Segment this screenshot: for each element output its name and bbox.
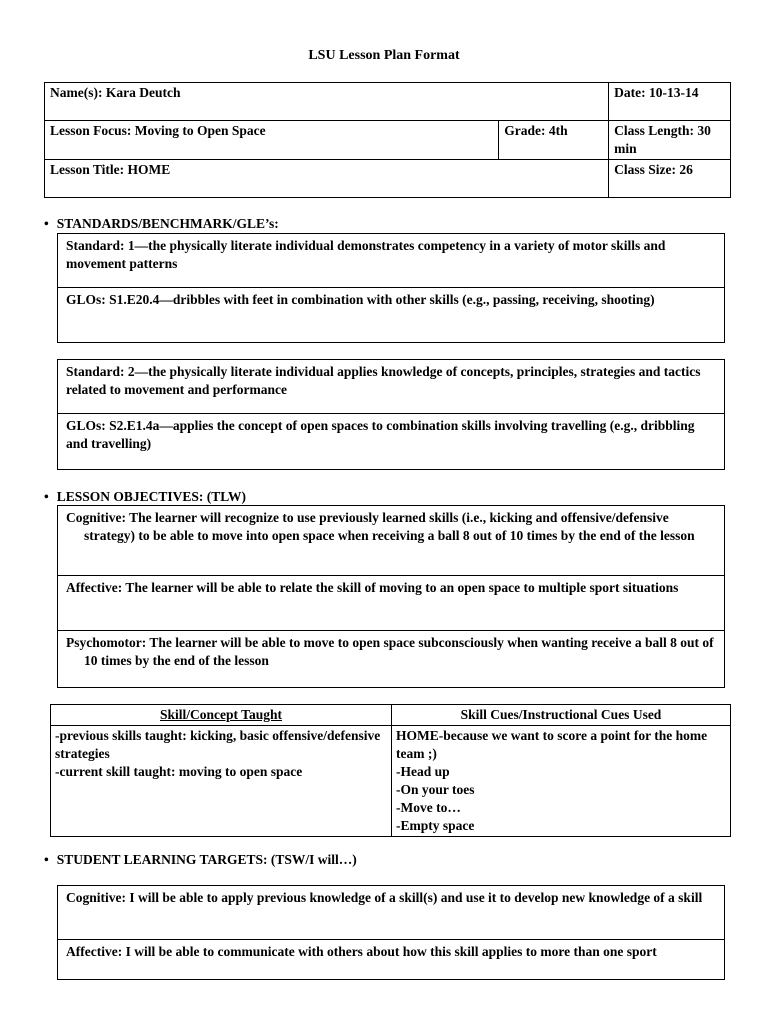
target-affective: Affective: I will be able to communicate with others about how this skill applies to more than one sport (66, 944, 657, 959)
lesson-title: Lesson Title: HOME (45, 160, 609, 198)
cue-line: -Empty space (396, 818, 475, 833)
targets-box (57, 885, 725, 980)
objective-cognitive: Cognitive: The learner will recognize to use previously learned skills (i.e., kicking and offensive/defensive strategy) to be able to move into open space when receiving a ball 8 out of 10 times by the end of the lesson (58, 506, 724, 576)
cue-line: -Move to… (396, 800, 461, 815)
skills-table (50, 704, 731, 837)
skill-line: -previous skills taught: kicking, basic offensive/defensive strategies (55, 728, 381, 761)
skills-taught-cell (51, 726, 392, 837)
objectives-box (57, 505, 725, 688)
class-size: Class Size: 26 (609, 160, 731, 198)
skills-col1-header: Skill/Concept Taught (51, 705, 392, 726)
skill-line: -current skill taught: moving to open space (55, 764, 303, 779)
skill-cues-cell (392, 726, 731, 837)
objectives-heading: • LESSON OBJECTIVES: (TLW) (44, 488, 246, 506)
standard-2-text: Standard: 2—the physically literate individual applies knowledge of concepts, principles, strategies and tactics related to movement and performance (58, 360, 724, 414)
standard-2-box (57, 359, 725, 470)
standard-1-box (57, 233, 725, 343)
cue-line: -On your toes (396, 782, 475, 797)
glo-2-text: GLOs: S2.E1.4a—applies the concept of open spaces to combination skills involving travelling (e.g., dribbling and travelling) (66, 418, 695, 451)
skills-col2-header: Skill Cues/Instructional Cues Used (392, 705, 731, 726)
grade: Grade: 4th (499, 121, 609, 160)
targets-heading: • STUDENT LEARNING TARGETS: (TSW/I will…) (44, 851, 357, 869)
objective-affective: Affective: The learner will be able to relate the skill of moving to an open space to multiple sport situations (58, 576, 724, 631)
lesson-info-table (44, 82, 731, 198)
lesson-date: Date: 10-13-14 (609, 83, 731, 121)
target-cognitive: Cognitive: I will be able to apply previous knowledge of a skill(s) and use it to develop new knowledge of a skill (58, 886, 724, 940)
class-length: Class Length: 30 min (609, 121, 731, 160)
lesson-focus: Lesson Focus: Moving to Open Space (45, 121, 499, 160)
teacher-name: Name(s): Kara Deutch (45, 83, 609, 121)
standard-1-text: Standard: 1—the physically literate individual demonstrates competency in a variety of motor skills and movement patterns (58, 234, 724, 288)
cue-line: -Head up (396, 764, 450, 779)
objective-psychomotor: Psychomotor: The learner will be able to move to open space subconsciously when wanting receive a ball 8 out of 10 times by the end of the lesson (66, 635, 714, 668)
glo-1-text: GLOs: S1.E20.4—dribbles with feet in combination with other skills (e.g., passing, receiving, shooting) (66, 292, 655, 307)
document-title: LSU Lesson Plan Format (308, 48, 460, 63)
standards-heading: • STANDARDS/BENCHMARK/GLE’s: (44, 215, 279, 233)
cue-line: HOME-because we want to score a point for the home team ;) (396, 728, 708, 761)
